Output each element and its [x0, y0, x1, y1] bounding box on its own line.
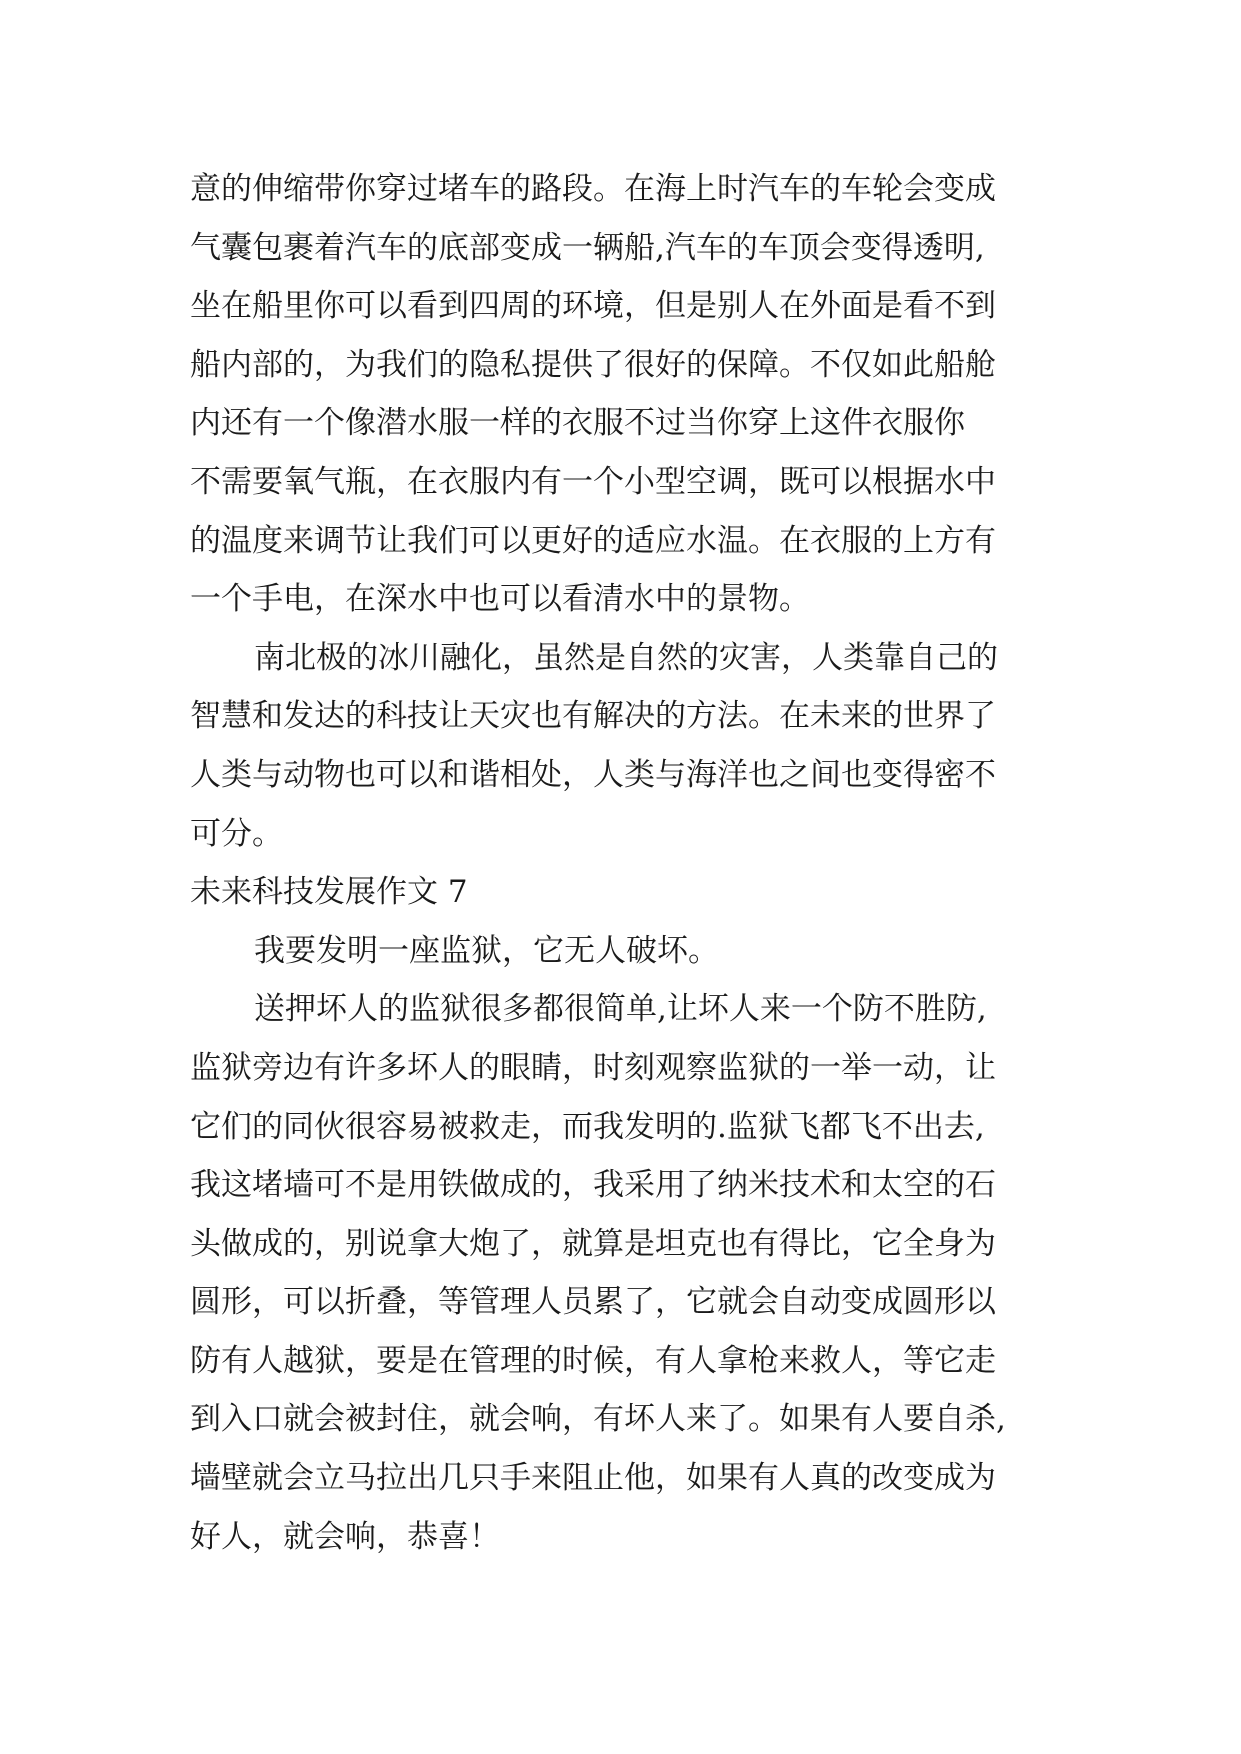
paragraph-line: 墙壁就会立马拉出几只手来阻止他，如果有人真的改变成为	[190, 1460, 996, 1497]
paragraph-line: 一个手电，在深水中也可以看清水中的景物。	[190, 581, 810, 618]
paragraph-line: 智慧和发达的科技让天灾也有解决的方法。在未来的世界了	[190, 698, 996, 735]
paragraph-line: 圆形，可以折叠，等管理人员累了，它就会自动变成圆形以	[190, 1284, 996, 1321]
paragraph-line: 气囊包裹着汽车的底部变成一辆船,汽车的车顶会变得透明,	[190, 229, 985, 266]
paragraph-line: 船内部的，为我们的隐私提供了很好的保障。不仅如此船舱	[190, 346, 996, 383]
paragraph-line: 监狱旁边有许多坏人的眼睛，时刻观察监狱的一举一动，让	[190, 1049, 996, 1086]
paragraph-line: 的温度来调节让我们可以更好的适应水温。在衣服的上方有	[190, 522, 996, 559]
paragraph-line: 意的伸缩带你穿过堵车的路段。在海上时汽车的车轮会变成	[190, 171, 996, 207]
paragraph-line: 坐在船里你可以看到四周的环境，但是别人在外面是看不到	[190, 288, 996, 325]
document-body	[190, 160, 1090, 1566]
paragraph-line: 防有人越狱，要是在管理的时候，有人拿枪来救人，等它走	[190, 1342, 996, 1379]
section-heading: 未来科技发展作文 7	[190, 874, 468, 911]
paragraph-line: 南北极的冰川融化，虽然是自然的灾害，人类靠自己的	[254, 639, 998, 676]
paragraph-line: 我要发明一座监狱，它无人破坏。	[254, 932, 719, 969]
paragraph-line: 可分。	[190, 815, 283, 852]
paragraph-line: 内还有一个像潜水服一样的衣服不过当你穿上这件衣服你	[190, 405, 965, 442]
paragraph-line: 好人，就会响，恭喜！	[190, 1518, 500, 1555]
paragraph-line: 它们的同伙很容易被救走，而我发明的.监狱飞都飞不出去,	[190, 1108, 985, 1145]
paragraph-line: 送押坏人的监狱很多都很简单,让坏人来一个防不胜防,	[254, 991, 987, 1028]
paragraph-line: 到入口就会被封住，就会响，有坏人来了。如果有人要自杀,	[190, 1401, 1006, 1438]
paragraph-line: 人类与动物也可以和谐相处，人类与海洋也之间也变得密不	[190, 756, 996, 793]
paragraph-line: 头做成的，别说拿大炮了，就算是坦克也有得比，它全身为	[190, 1225, 996, 1262]
paragraph-line: 不需要氧气瓶，在衣服内有一个小型空调，既可以根据水中	[190, 463, 996, 500]
paragraph-line: 我这堵墙可不是用铁做成的，我采用了纳米技术和太空的石	[190, 1167, 996, 1204]
